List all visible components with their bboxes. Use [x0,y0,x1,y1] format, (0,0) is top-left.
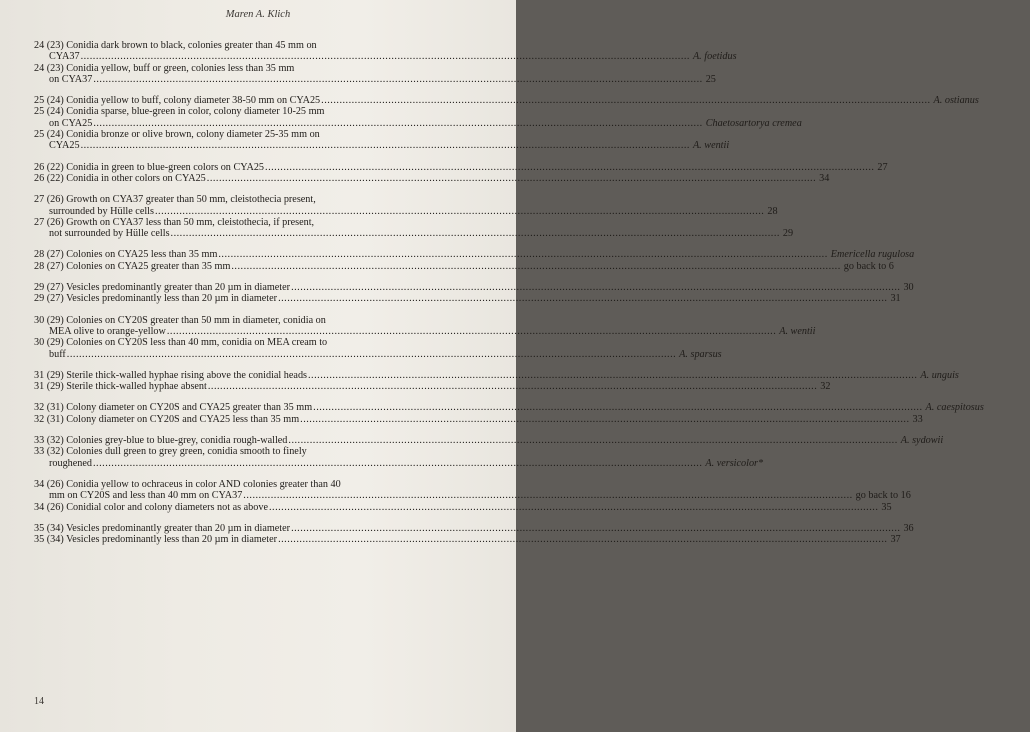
entry-text-line: 34 (26) Conidial color and colony diameters not as above [34,501,268,513]
entry-result: A. ostianus [933,95,979,107]
leader-dots: ........................................................................................................................................................................................................ [80,140,690,152]
key-entry [34,381,831,393]
couplet-group [34,40,737,85]
leader-dots: ........................................................................................................................................................................................................ [278,534,888,546]
leader-dots: ........................................................................................................................................................................................................ [207,381,818,393]
leader-dots: ........................................................................................................................................................................................................ [93,117,703,129]
entry-text-line: 28 (27) Colonies on CYA25 greater than 35 mm [34,260,231,272]
entry-text-line: on CYA25 [49,117,93,129]
key-entry [34,260,894,272]
key-entry [34,249,915,261]
page-number: 14 [34,696,44,707]
entry-result: A. unguis [920,369,959,381]
leader-dots: ........................................................................................................................................................................................................ [154,205,765,217]
leader-dots: ........................................................................................................................................................................................................ [268,501,879,513]
leader-dots: ........................................................................................................................................................................................................ [231,260,841,272]
entry-result: 37 [890,534,901,546]
entry-text-line: buff [49,348,66,360]
entry-text-line: on CYA37 [49,73,93,85]
entry-result: A. sparsus [679,348,722,360]
entry-result: 34 [819,172,830,184]
key-entry [34,369,959,381]
entry-text-line: 29 (27) Vesicles predominantly less than 20 µm in diameter [34,293,278,305]
key-entry [34,40,737,63]
leader-dots: ........................................................................................................................................................................................................ [291,282,901,294]
key-entry [34,293,901,305]
couplet-group [34,402,984,425]
leader-dots: ........................................................................................................................................................................................................ [170,228,780,240]
entry-text-line: 25 (24) Conidia yellow to buff, colony diameter 38-50 mm on CYA25 [34,95,321,107]
entry-text-line: 34 (26) Conidia yellow to ochraceus in color AND colonies greater than 40 [34,478,341,490]
entry-result: Emericella rugulosa [830,249,915,261]
entry-result: 31 [890,293,901,305]
key-entry [34,446,764,469]
entry-text-line: 25 (24) Conidia sparse, blue-green in color, colony diameter 10-25 mm [34,106,325,118]
key-entry [34,62,716,86]
leader-dots: ........................................................................................................................................................................................................ [93,457,703,469]
entry-text-line: 27 (26) Growth on CYA37 less than 50 mm, cleistothecia, if present, [34,216,315,228]
key-entry [34,282,914,294]
key-entry [34,522,914,534]
entry-text-line: 26 (22) Conidia in other colors on CYA25 [34,172,206,184]
key-entry [34,106,802,129]
leader-dots: ........................................................................................................................................................................................................ [300,413,910,425]
entry-text-line: CYA37 [49,51,80,63]
couplet-group [34,161,888,185]
entry-result: A. sydowii [900,435,944,447]
key-entry [34,534,901,546]
leader-dots: ........................................................................................................................................................................................................ [321,95,931,107]
entry-text-line: 28 (27) Colonies on CYA25 less than 35 mm [34,249,218,261]
leader-dots: ........................................................................................................................................................................................................ [218,249,828,261]
entry-text-line: 35 (34) Vesicles predominantly greater than 20 µm in diameter [34,522,291,534]
leader-dots: ........................................................................................................................................................................................................ [93,73,703,85]
entry-result: 32 [820,381,831,393]
entry-result: 29 [782,228,794,240]
entry-result: 36 [903,522,914,534]
leader-dots: ........................................................................................................................................................................................................ [313,402,923,414]
entry-text-line: mm on CY20S and less than 40 mm on CYA37 [49,490,243,502]
key-entry [34,161,888,173]
entry-text-line: 30 (29) Colonies on CY20S greater than 50 mm in diameter, conidia on [34,314,326,326]
entry-text-line: 24 (23) Conidia yellow, buff or green, colonies less than 35 mm [34,62,295,74]
entry-result: 28 [767,205,778,217]
entry-text-line: 27 (26) Growth on CYA37 greater than 50 mm, cleistothecia present, [34,194,316,206]
entry-text-line: 32 (31) Colony diameter on CY20S and CYA25 greater than 35 mm [34,402,313,414]
entry-text-line: 25 (24) Conidia bronze or olive brown, colony diameter 25-35 mm on [34,129,320,141]
couplet-group [34,314,816,360]
couplet-group [34,369,959,393]
leader-dots: ........................................................................................................................................................................................................ [288,435,898,447]
key-entry [34,413,923,425]
key-entry [34,402,984,414]
leader-dots: ........................................................................................................................................................................................................ [66,348,677,360]
leader-dots: ........................................................................................................................................................................................................ [80,51,690,63]
leader-dots: ........................................................................................................................................................................................................ [166,325,777,337]
couplet-group [34,249,915,272]
key-entry [34,216,794,240]
entry-result: 30 [903,282,914,294]
entry-text-line: 30 (29) Colonies on CY20S less than 40 mm, conidia on MEA cream to [34,337,328,349]
entry-result: A. wentii [692,140,730,152]
couplet-group [34,478,911,513]
running-header: Maren A. Klich [225,9,291,20]
key-entry [34,95,979,107]
key-entry [34,435,944,447]
entry-text-line: not surrounded by Hülle cells [49,228,170,240]
entry-text-line: 33 (32) Colonies grey-blue to blue-grey, conidia rough-walled [34,435,288,447]
entry-text-line: surrounded by Hülle cells [49,205,154,217]
entry-text-line: 24 (23) Conidia dark brown to black, colonies greater than 45 mm on [34,40,317,51]
identification-key [34,40,984,555]
couplet-group [34,95,979,152]
leader-dots: ........................................................................................................................................................................................................ [308,369,918,381]
entry-result: go back to 16 [855,490,911,502]
couplet-group [34,282,914,305]
entry-result: A. versicolor* [705,457,764,469]
entry-text-line: roughened [49,457,92,469]
entry-result: 27 [877,161,888,173]
key-entry [34,501,892,513]
entry-text-line: 29 (27) Vesicles predominantly greater than 20 µm in diameter [34,282,291,294]
entry-text-line: 35 (34) Vesicles predominantly less than 20 µm in diameter [34,534,278,546]
key-entry [34,478,911,502]
entry-text-line: 31 (29) Sterile thick-walled hyphae absent [34,381,207,393]
couplet-group [34,435,944,469]
entry-result: A. wentii [779,325,816,337]
key-entry [34,337,722,360]
entry-result: A. foetidus [692,51,737,63]
entry-result: 35 [881,501,892,513]
leader-dots: ........................................................................................................................................................................................................ [278,293,888,305]
entry-text-line: 31 (29) Sterile thick-walled hyphae rising above the conidial heads [34,369,307,381]
leader-dots: ........................................................................................................................................................................................................ [206,172,817,184]
entry-result: Chaetosartorya cremea [705,117,802,129]
key-entry [34,314,816,338]
entry-result: 33 [912,413,923,425]
entry-result: 25 [705,73,716,85]
entry-result: go back to 6 [843,260,894,272]
entry-result: A. caespitosus [925,402,984,414]
entry-text-line: CYA25 [49,140,80,152]
couplet-group [34,194,794,240]
entry-text-line: 26 (22) Conidia in green to blue-green colors on CYA25 [34,161,265,173]
entry-text-line: MEA olive to orange-yellow [49,325,166,337]
couplet-group [34,522,914,546]
entry-text-line: 33 (32) Colonies dull green to grey green, conidia smooth to finely [34,446,307,458]
leader-dots: ........................................................................................................................................................................................................ [291,522,901,534]
leader-dots: ........................................................................................................................................................................................................ [265,161,875,173]
entry-text-line: 32 (31) Colony diameter on CY20S and CYA25 less than 35 mm [34,413,300,425]
leader-dots: ........................................................................................................................................................................................................ [243,490,853,502]
key-entry [34,129,730,152]
key-entry [34,172,830,184]
key-entry [34,194,778,217]
